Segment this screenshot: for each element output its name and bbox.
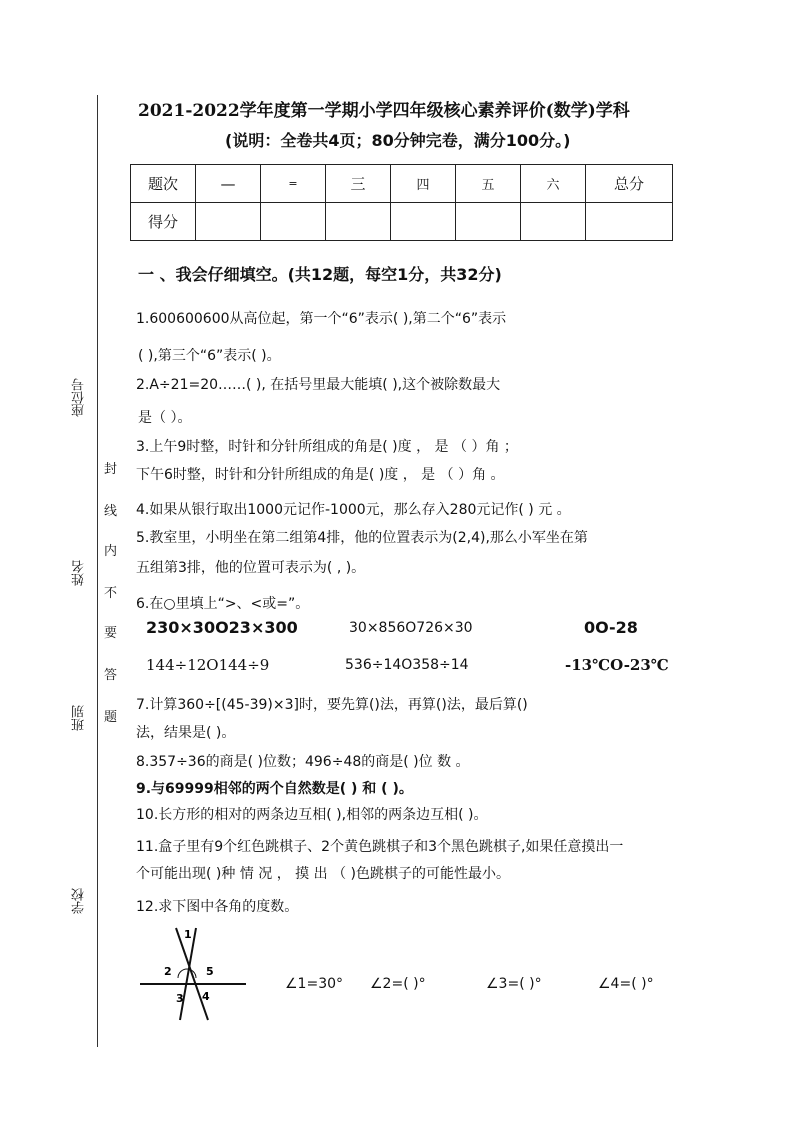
question-11-line-2: 个可能出现( )种 情 况 ， 摸 出 （ )色跳棋子的可能性最小。 <box>136 866 510 882</box>
compare-item: 144÷12O144÷9 <box>146 656 270 674</box>
score-cell: 总分 <box>586 165 673 203</box>
question-7-line-1: 7.计算360÷[(45-39)×3]时，要先算()法，再算()法，最后算() <box>136 697 528 713</box>
question-5-line-1: 5.教室里，小明坐在第二组第4排，他的位置表示为(2,4),那么小军坐在第 <box>136 530 588 546</box>
compare-item: 230×30O23×300 <box>146 618 298 637</box>
question-1-line-2: ( ),第三个“6”表示( )。 <box>138 348 281 364</box>
question-7-line-2: 法，结果是( )。 <box>136 725 236 741</box>
score-input-cell[interactable] <box>521 203 586 241</box>
section-heading: 一 、我会仔细填空。(共12题，每空1分，共32分) <box>138 265 502 284</box>
question-1-line-1: 1.600600600从高位起，第一个“6”表示( ),第二个“6”表示 <box>136 311 507 327</box>
angle-figure <box>138 920 250 1025</box>
score-table <box>130 164 673 241</box>
question-6: 6.在○里填上“>、<或=”。 <box>136 596 310 612</box>
score-cell: — <box>196 165 261 203</box>
seal-char: 封 <box>104 462 118 477</box>
score-cell: 五 <box>456 165 521 203</box>
binding-margin-line <box>97 95 98 1047</box>
angle-answer: ∠3=( )° <box>486 976 542 992</box>
score-input-cell[interactable] <box>586 203 673 241</box>
question-8: 8.357÷36的商是( )位数；496÷48的商是( )位 数 。 <box>136 754 470 770</box>
score-cell: 三 <box>326 165 391 203</box>
score-table-score-row <box>131 203 673 241</box>
score-input-cell[interactable] <box>391 203 456 241</box>
compare-item: -13℃O-23℃ <box>565 656 669 674</box>
angle-label: 4 <box>202 990 210 1003</box>
seat-number-label: 座位号 <box>72 378 87 417</box>
angle-label: 2 <box>164 965 172 978</box>
question-2-line-2: 是（ ）。 <box>138 410 192 426</box>
seal-char: 内 <box>104 544 118 559</box>
angle-answer: ∠1=30° <box>285 976 344 992</box>
question-10: 10.长方形的相对的两条边互相( ),相邻的两条边互相( )。 <box>136 807 488 823</box>
page-title: 2021-2022学年度第一学期小学四年级核心素养评价(数学)学科 <box>138 101 630 121</box>
question-11-line-1: 11.盒子里有9个红色跳棋子、2个黄色跳棋子和3个黑色跳棋子,如果任意摸出一 <box>136 839 624 855</box>
question-3-line-1: 3.上午9时整，时针和分针所组成的角是( )度 ， 是 （ ）角 ； <box>136 439 518 455</box>
angle-label: 3 <box>176 992 184 1005</box>
question-9: 9.与69999相邻的两个自然数是( ) 和 ( )。 <box>136 781 413 797</box>
score-cell: 四 <box>391 165 456 203</box>
score-input-cell[interactable] <box>456 203 521 241</box>
compare-item: 30×856O726×30 <box>349 620 473 636</box>
school-label: 学校 <box>72 888 87 914</box>
slanted-line <box>180 928 196 1020</box>
class-label: 班别 <box>72 705 87 731</box>
compare-item: 0O-28 <box>584 618 638 637</box>
slanted-line <box>176 928 208 1020</box>
score-table-header-row <box>131 165 673 203</box>
page-subtitle: (说明：全卷共4页；80分钟完卷，满分100分。) <box>225 131 571 150</box>
score-row-label: 得分 <box>131 203 196 241</box>
question-12: 12.求下图中各角的度数。 <box>136 899 299 915</box>
angle-label: 5 <box>206 965 214 978</box>
question-4: 4.如果从银行取出1000元记作-1000元，那么存入280元记作( ) 元 。 <box>136 502 571 518</box>
question-3-line-2: 下午6时整，时针和分针所组成的角是( )度 ， 是 （ ）角 。 <box>136 467 505 483</box>
score-input-cell[interactable] <box>196 203 261 241</box>
seal-char: 线 <box>104 504 118 519</box>
score-cell: = <box>261 165 326 203</box>
seal-char: 要 <box>104 626 118 641</box>
score-input-cell[interactable] <box>326 203 391 241</box>
question-5-line-2: 五组第3排，他的位置可表示为( , )。 <box>136 560 366 576</box>
score-cell: 题次 <box>131 165 196 203</box>
score-cell: 六 <box>521 165 586 203</box>
seal-char: 答 <box>104 668 118 683</box>
angle-label: 1 <box>184 928 192 941</box>
name-label: 姓名 <box>72 560 87 586</box>
seal-char: 不 <box>104 586 118 601</box>
question-2-line-1: 2.A÷21=20……( ), 在括号里最大能填( ),这个被除数最大 <box>136 377 501 393</box>
compare-item: 536÷14O358÷14 <box>345 657 469 673</box>
angle-answer: ∠2=( )° <box>370 976 426 992</box>
seal-char: 题 <box>104 710 118 725</box>
angle-answer: ∠4=( )° <box>598 976 654 992</box>
score-input-cell[interactable] <box>261 203 326 241</box>
